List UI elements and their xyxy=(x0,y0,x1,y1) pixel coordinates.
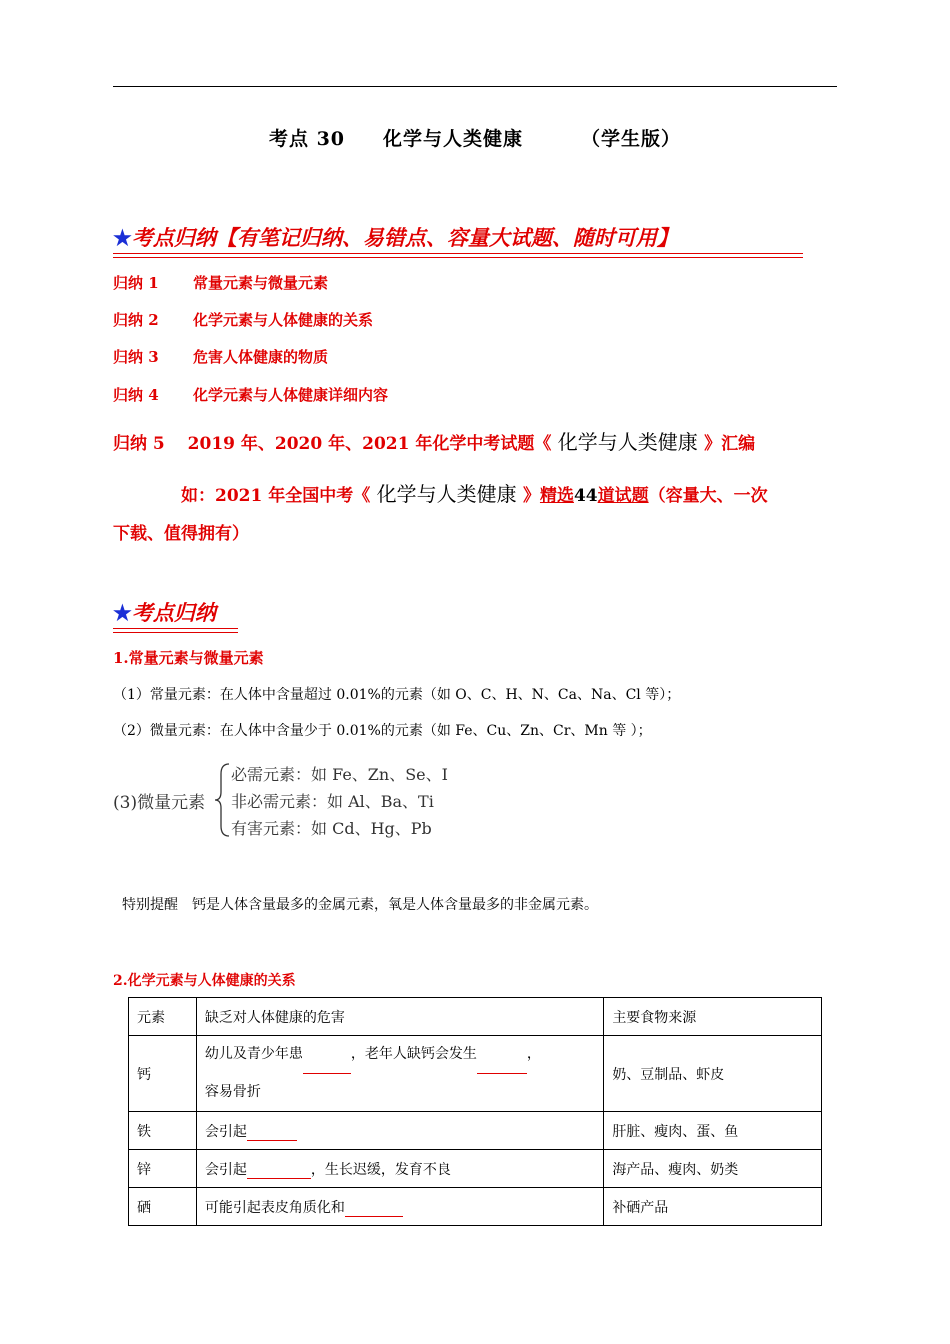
toc-item-3[interactable]: 归纳 3 危害人体健康的物质 xyxy=(113,348,329,366)
fill-blank[interactable] xyxy=(303,1036,351,1074)
brace-item: 必需元素：如 Fe、Zn、Se、I xyxy=(231,765,448,784)
brace-label: (3)微量元素 xyxy=(113,793,206,813)
table-row: 铁 会引起 肝脏、瘦肉、蛋、鱼 xyxy=(129,1112,822,1150)
reminder-text: 钙是人体含量最多的金属元素，氧是人体含量最多的非金属元素。 xyxy=(192,897,598,913)
toc-item-1[interactable]: 归纳 1 常量元素与微量元素 xyxy=(113,274,329,292)
toc-item-4[interactable]: 归纳 4 化学元素与人体健康详细内容 xyxy=(113,386,389,404)
summary-banner-text: 考点归纳【有笔记归纳、易错点、容量大试题、随时可用】 xyxy=(131,225,678,250)
brace-item: 有害元素：如 Cd、Hg、Pb xyxy=(231,819,432,838)
title-topic: 化学与人类健康 xyxy=(383,128,524,150)
fill-blank[interactable] xyxy=(345,1200,403,1217)
selected-link[interactable]: 精选 xyxy=(539,486,574,506)
table-header-row xyxy=(129,998,822,1036)
summary-banner xyxy=(113,222,678,252)
fill-blank[interactable] xyxy=(247,1162,311,1179)
table-header: 元素 xyxy=(129,998,197,1036)
section-banner-text: 考点归纳 xyxy=(131,600,216,625)
paragraph-2: （2）微量元素：在人体中含量少于 0.01%的元素（如 Fe、Cu、Zn、Cr、Mn 等 ）； xyxy=(113,723,652,739)
banner-underline-2 xyxy=(113,257,803,258)
table-row: 钙 幼儿及青少年患 ，老年人缺钙会发生 ， 容易骨折 奶、豆制品、虾皮 xyxy=(129,1036,822,1112)
toc-item-5[interactable]: 归纳 5 2019 年、2020 年、2021 年化学中考试题《 化学与人类健康 》汇编 xyxy=(113,430,756,454)
banner-underline-1 xyxy=(113,253,803,254)
fill-blank[interactable] xyxy=(247,1124,297,1141)
star-icon: ★ xyxy=(113,600,132,625)
section-2-heading: 2.化学元素与人体健康的关系 xyxy=(113,973,296,989)
questions-link[interactable]: 道试题 xyxy=(597,486,649,506)
table-header: 主要食物来源 xyxy=(604,998,822,1036)
table-row: 锌 会引起 ，生长迟缓，发育不良 海产品、瘦肉、奶类 xyxy=(129,1150,822,1188)
fill-blank[interactable] xyxy=(477,1036,527,1074)
paragraph-1: （1）常量元素：在人体中含量超过 0.01%的元素（如 O、C、H、N、Ca、Na、Cl 等）； xyxy=(113,687,681,703)
trace-element-classification xyxy=(113,760,453,840)
title-edition: （学生版） xyxy=(581,128,682,150)
section-underline-2 xyxy=(113,632,238,633)
title-number: 30 xyxy=(316,128,346,150)
page-title xyxy=(0,124,950,151)
curly-brace-icon xyxy=(213,760,233,840)
toc-example-cont: 下载、值得拥有） xyxy=(113,524,249,544)
reminder-label: 特别提醒 xyxy=(122,897,178,913)
table-header: 缺乏对人体健康的危害 xyxy=(196,998,603,1036)
title-prefix: 考点 xyxy=(268,128,309,150)
section-1-heading: 1.常量元素与微量元素 xyxy=(113,649,264,667)
top-rule xyxy=(113,86,837,87)
special-reminder xyxy=(122,894,598,914)
element-health-table xyxy=(128,997,822,1226)
brace-item: 非必需元素：如 Al、Ba、Ti xyxy=(231,792,434,811)
section-banner xyxy=(113,597,216,627)
toc-example: 如：2021 年全国中考《 化学与人类健康 》精选44道试题（容量大、一次 xyxy=(181,482,768,506)
toc-item-2[interactable]: 归纳 2 化学元素与人体健康的关系 xyxy=(113,311,374,329)
table-row: 硒 可能引起表皮角质化和 补硒产品 xyxy=(129,1188,822,1226)
star-icon: ★ xyxy=(113,225,132,250)
section-underline-1 xyxy=(113,628,238,629)
